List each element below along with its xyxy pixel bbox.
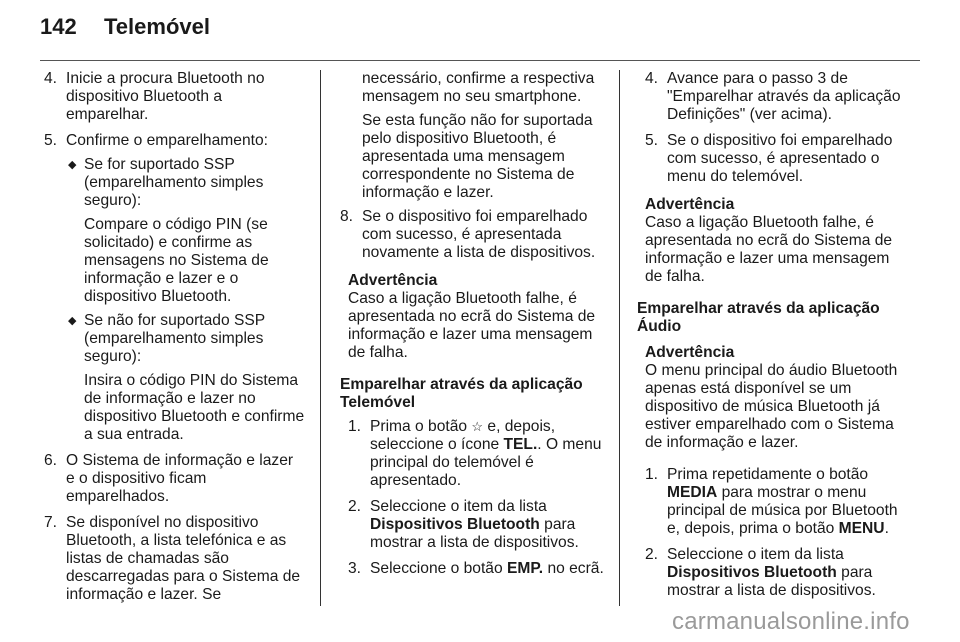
list-item: 7. Se disponível no dispositivo Bluetooth, a lista telefónica e as listas de chamadas são descarregadas para o Sistema de informação e lazer. Se bbox=[44, 514, 301, 603]
list-item: 5. Se o dispositivo foi emparelhado com sucesso, é apresentado o menu do telemóvel. bbox=[645, 132, 893, 185]
column-1 bbox=[44, 70, 306, 612]
list-item: 3. Seleccione o botão EMP. no ecrã. bbox=[348, 560, 604, 577]
diamond-bullet-icon: ◆ bbox=[68, 159, 77, 171]
list-item: 8. Se o dispositivo foi emparelhado com sucesso, é apresentada novamente a lista de dispositivos. bbox=[340, 208, 596, 261]
column-divider bbox=[619, 70, 620, 606]
section-heading: Emparelhar através da aplicação Áudio bbox=[637, 300, 880, 335]
home-icon: ☆ bbox=[471, 419, 484, 434]
note-box: Advertência O menu principal do áudio Bluetooth apenas está disponível se um dispositivo de música Bluetooth já estiver emparelhado com o Sistema de informação e lazer. bbox=[645, 344, 905, 452]
watermark: carmanualsonline.info bbox=[672, 608, 910, 635]
note-box: Advertência Caso a ligação Bluetooth falhe, é apresentada no ecrã do Sistema de informação e lazer uma mensagem de falha. bbox=[348, 272, 606, 362]
note-title: Advertência bbox=[645, 196, 735, 213]
list-item: 2. Seleccione o item da lista Dispositivos Bluetooth para mostrar a lista de dispositivos. bbox=[645, 546, 876, 599]
list-item: 4. Avance para o passo 3 de "Emparelhar através da aplicação Definições" (ver acima). bbox=[645, 70, 901, 123]
list-item: 1. Prima o botão ☆ e, depois, seleccione o ícone TEL.. O menu principal do telemóvel é apresentado. bbox=[348, 418, 602, 489]
bullet-item: ◆ Se for suportado SSP (emparelhamento simples seguro): Compare o código PIN (se solicitado) e confirme as mensagens no Sistema de informação e lazer e o dispositivo Bluetooth. bbox=[68, 156, 269, 305]
column-divider bbox=[320, 70, 321, 606]
section-heading: Emparelhar através da aplicação Telemóvel bbox=[340, 376, 583, 411]
page-title: Telemóvel bbox=[104, 14, 210, 39]
note-title: Advertência bbox=[348, 272, 438, 289]
note-box: Advertência Caso a ligação Bluetooth falhe, é apresentada no ecrã do Sistema de informação e lazer uma mensagem de falha. bbox=[645, 196, 905, 286]
column-3 bbox=[637, 70, 905, 608]
header-rule bbox=[40, 60, 920, 61]
list-item-continued: necessário, confirme a respectiva mensagem no seu smartphone. Se esta função não for suportada pelo dispositivo Bluetooth, é apresentada uma mensagem correspondente no Sistema de informação e lazer. bbox=[362, 70, 595, 201]
column-2 bbox=[340, 70, 606, 586]
note-title: Advertência bbox=[645, 344, 735, 361]
page-number: 142 bbox=[40, 14, 77, 39]
bullet-item: ◆ Se não for suportado SSP (emparelhamento simples seguro): Insira o código PIN do Sistema de informação e lazer no dispositivo Bluetooth e confirme a sua entrada. bbox=[68, 312, 305, 443]
list-item: 4. Inicie a procura Bluetooth no dispositivo Bluetooth a emparelhar. bbox=[44, 70, 265, 123]
list-item: 1. Prima repetidamente o botão MEDIA para mostrar o menu principal de música por Bluetooth e, depois, prima o botão MENU. bbox=[645, 466, 898, 537]
list-item: 6. O Sistema de informação e lazer e o dispositivo ficam emparelhados. bbox=[44, 452, 294, 505]
diamond-bullet-icon: ◆ bbox=[68, 315, 77, 327]
page-header bbox=[40, 14, 210, 40]
list-item: 5. Confirme o emparelhamento: ◆ Se for suportado SSP (emparelhamento simples seguro): Compare o código PIN (se solicitado) e confirme as mensagens no Sistema de informação e lazer e o dispositivo Bluetooth. ◆ Se não for suportado SSP (emparelhamento simples seguro): Insira o código PIN do Sistema de informação e lazer no dispositivo Bluetooth e confirme a sua entrada. bbox=[44, 132, 305, 443]
list-item: 2. Seleccione o item da lista Dispositivos Bluetooth para mostrar a lista de dispositivos. bbox=[348, 498, 579, 551]
